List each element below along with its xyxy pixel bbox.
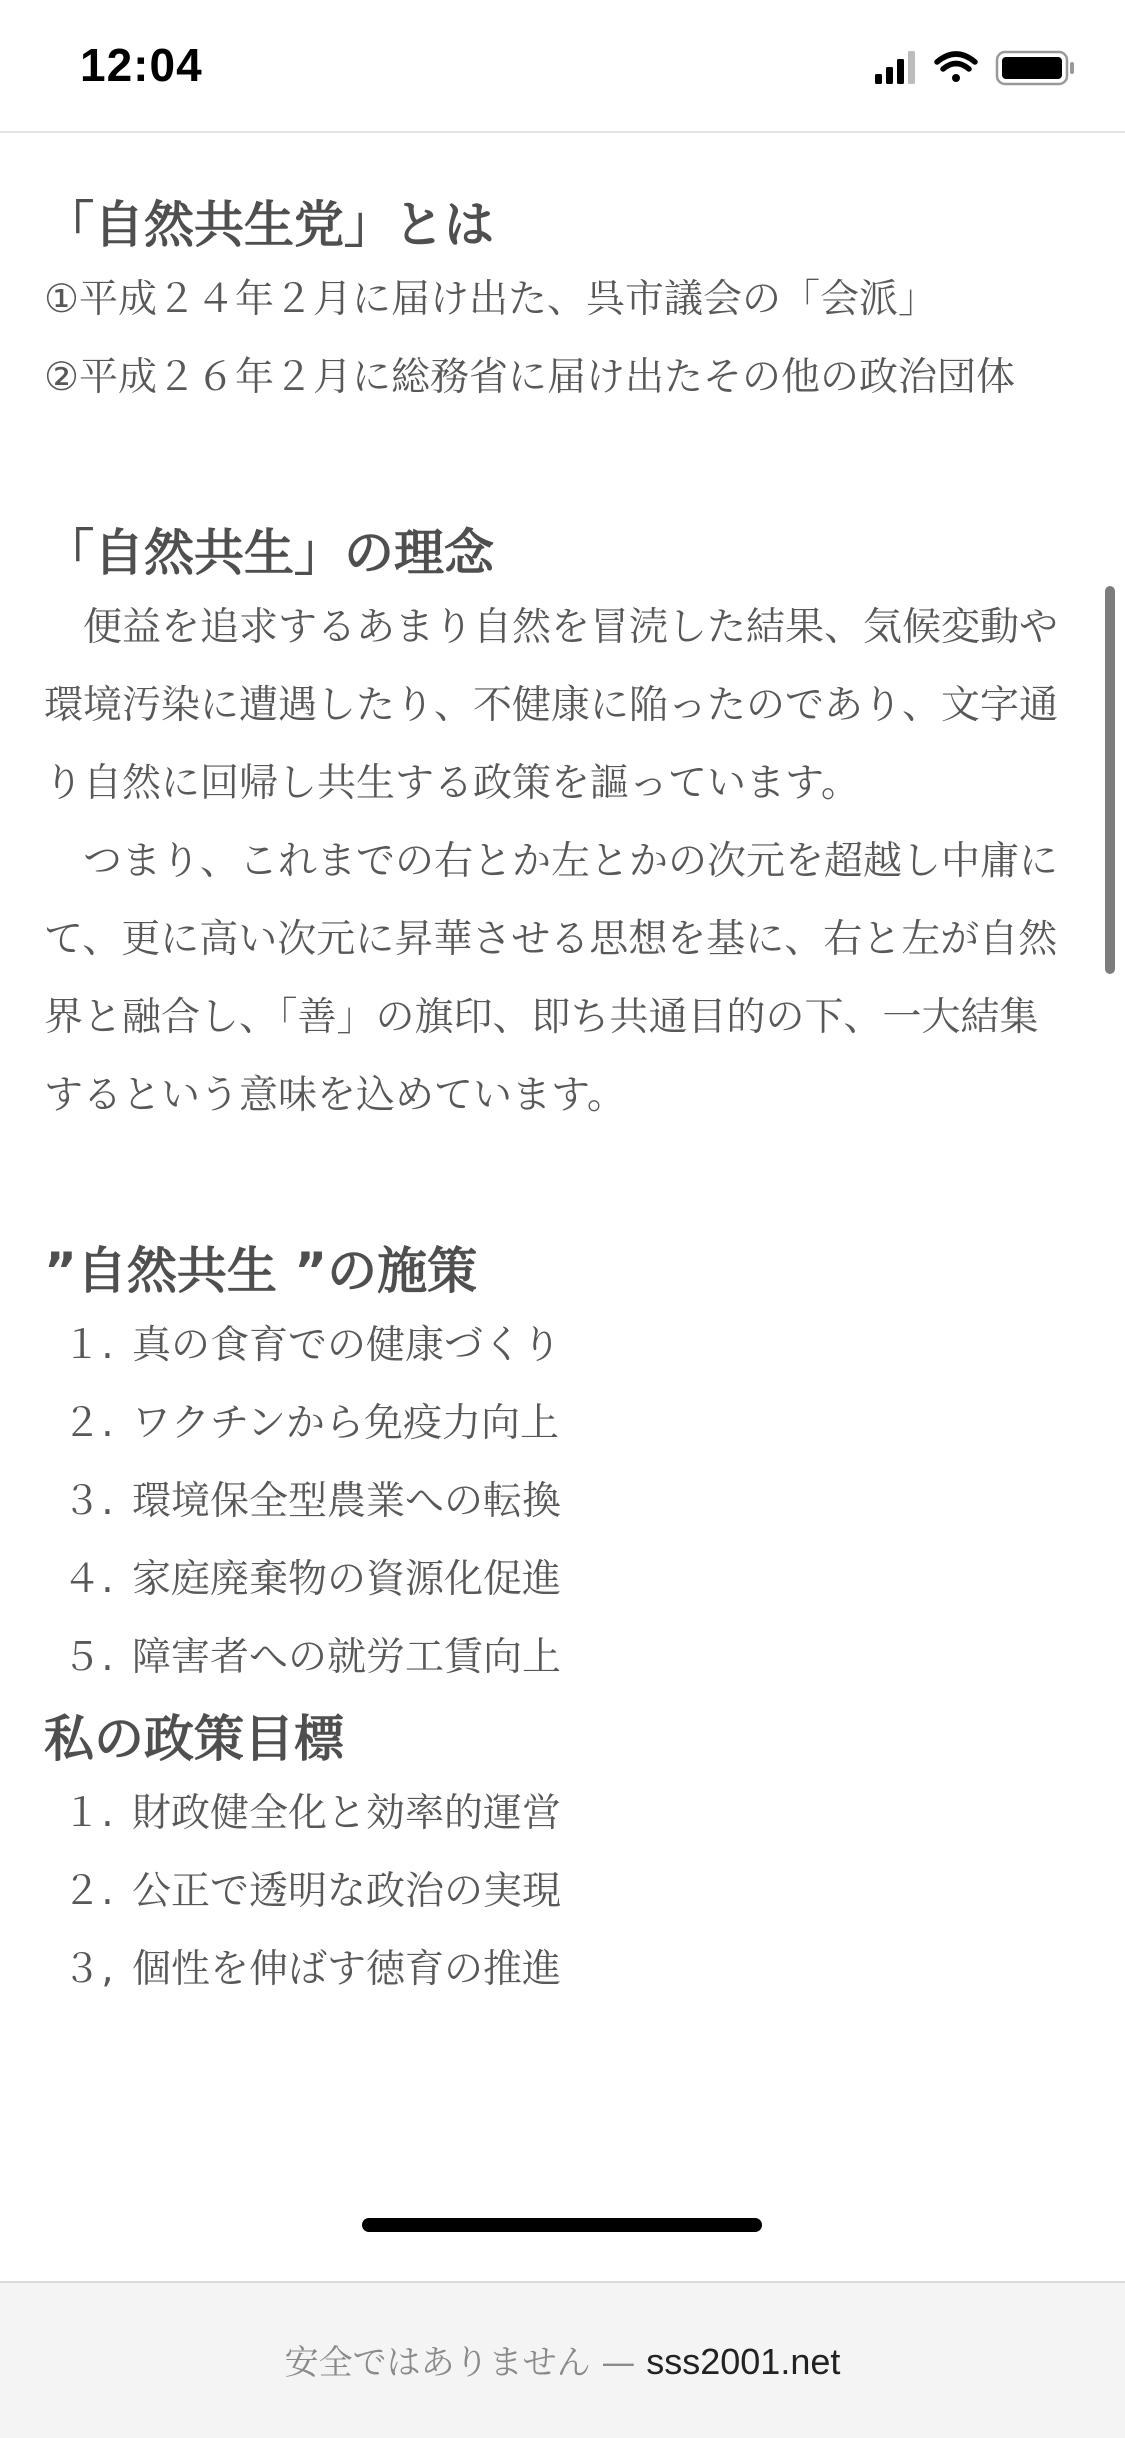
signal-icon xyxy=(875,51,915,84)
status-time: 12:04 xyxy=(80,39,203,91)
list-item: ５. 障害者への就労工賃向上 xyxy=(62,1635,562,1680)
list-item: １. 真の食育での健康づくり xyxy=(62,1323,562,1368)
status-icons xyxy=(875,48,1085,88)
heading-policies: ”自然共生 ”の施策 xyxy=(44,1242,478,1300)
list-item: １. 財政健全化と効率的運営 xyxy=(62,1791,562,1836)
list-item: ３, 個性を伸ばす徳育の推進 xyxy=(62,1947,562,1992)
list-item: ４. 家庭廃棄物の資源化促進 xyxy=(62,1557,562,1602)
heading-philosophy: 「自然共生」の理念 xyxy=(44,524,494,582)
heading-shizen-kyosei-party: 「自然共生党」とは xyxy=(44,196,494,254)
battery-icon xyxy=(997,52,1074,84)
list-item: ３. 環境保全型農業への転換 xyxy=(62,1479,562,1524)
goal-list xyxy=(44,1775,1064,2009)
party-line-2: ②平成２６年２月に総務省に届け出たその他の政治団体 xyxy=(44,355,1015,400)
address-bar[interactable] xyxy=(0,2281,1125,2438)
list-item: ２. ワクチンから免疫力向上 xyxy=(62,1401,560,1446)
not-secure-label: 安全ではありません — xyxy=(284,2343,636,2383)
url-display[interactable] xyxy=(0,2335,1125,2384)
wifi-icon xyxy=(937,54,975,82)
party-line-1: ①平成２４年２月に届け出た、呉市議会の「会派」 xyxy=(44,277,937,322)
list-item: ２. 公正で透明な政治の実現 xyxy=(62,1869,562,1914)
home-indicator[interactable] xyxy=(362,2218,762,2232)
scrollbar[interactable] xyxy=(1105,586,1115,974)
heading-my-policy-goals: 私の政策目標 xyxy=(44,1710,344,1768)
page-content xyxy=(44,131,1064,2281)
philosophy-paragraph-1: 便益を追求するあまり自然を冒涜した結果、気候変動や環境汚染に遭遇したり、不健康に陥ったのであり、文字通り自然に回帰し共生する政策を謳っています。 xyxy=(44,605,1059,806)
domain-label: sss2001.net xyxy=(646,2341,841,2382)
philosophy-paragraph-2: つまり、これまでの右とか左とかの次元を超越し中庸にて、更に高い次元に昇華させる思想を基に、右と左が自然界と融合し、「善」の旗印、即ち共通目的の下、一大結集するという意味を込めています。 xyxy=(44,839,1059,1118)
status-bar xyxy=(0,0,1125,133)
policy-list xyxy=(44,1307,1064,1697)
